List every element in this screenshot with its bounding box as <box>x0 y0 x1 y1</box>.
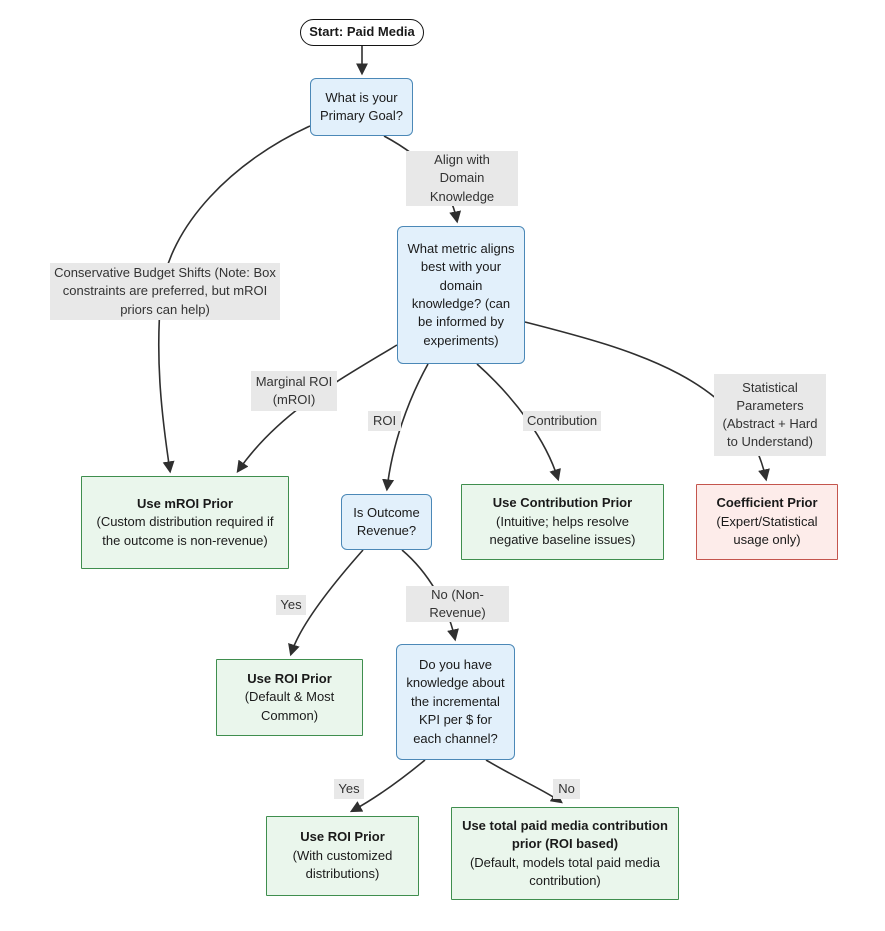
node-roi-prior-default-desc: (Default & Most Common) <box>244 689 335 723</box>
node-contribution-prior-title: Use Contribution Prior <box>492 495 633 511</box>
edge-label-marginal-roi: Marginal ROI (mROI) <box>251 371 337 411</box>
node-total-contribution-prior <box>451 807 679 900</box>
node-roi-prior-custom-title: Use ROI Prior <box>300 829 385 845</box>
node-metric-label: What metric aligns best with your domain knowledge? (can be informed by experiments) <box>407 240 515 348</box>
edge-label-no-kpi: No <box>553 779 580 799</box>
edge-kpi-to-total-contribution <box>486 760 561 802</box>
node-total-contribution-prior-title: Use total paid media contribution prior (ROI based) <box>462 817 668 852</box>
node-roi-prior-default <box>216 659 363 736</box>
node-kpi-knowledge-label: Do you have knowledge about the incremental KPI per $ for each channel? <box>406 656 505 746</box>
node-coefficient-prior-desc: (Expert/Statistical usage only) <box>716 513 818 548</box>
node-primary-goal-label: What is your Primary Goal? <box>319 89 404 123</box>
edge-label-conservative: Conservative Budget Shifts (Note: Box constraints are preferred, but mROI priors can help) <box>50 263 280 320</box>
edge-label-statistical: Statistical Parameters (Abstract + Hard to Understand) <box>714 374 826 456</box>
node-primary-goal <box>310 78 413 136</box>
node-mroi-prior-title: Use mROI Prior <box>136 495 234 511</box>
edge-label-contribution: Contribution <box>523 411 601 431</box>
edge-label-yes-revenue: Yes <box>276 595 306 615</box>
node-start-label: Start: Paid Media <box>309 24 415 40</box>
node-total-contribution-prior-desc: (Default, models total paid media contribution) <box>469 854 661 888</box>
edge-label-align: Align with Domain Knowledge <box>406 151 518 206</box>
node-coefficient-prior <box>696 484 838 560</box>
edge-label-no-revenue: No (Non-Revenue) <box>406 586 509 622</box>
node-metric <box>397 226 525 364</box>
node-roi-prior-default-title: Use ROI Prior <box>247 670 332 686</box>
node-start <box>300 19 424 46</box>
edge-label-yes-kpi: Yes <box>334 779 364 799</box>
node-coefficient-prior-title: Coefficient Prior <box>716 495 818 511</box>
node-roi-prior-custom <box>266 816 419 896</box>
node-mroi-prior <box>81 476 289 569</box>
node-outcome-revenue-label: Is Outcome Revenue? <box>353 504 420 538</box>
node-roi-prior-custom-desc: (With customized distributions) <box>292 847 393 882</box>
node-mroi-prior-desc: (Custom distribution required if the outcome is non-revenue) <box>96 514 274 548</box>
node-outcome-revenue <box>341 494 432 550</box>
edge-label-roi: ROI <box>368 411 401 431</box>
node-contribution-prior-desc: (Intuitive; helps resolve negative baseline issues) <box>489 513 636 548</box>
node-contribution-prior <box>461 484 664 560</box>
node-kpi-knowledge <box>396 644 515 760</box>
